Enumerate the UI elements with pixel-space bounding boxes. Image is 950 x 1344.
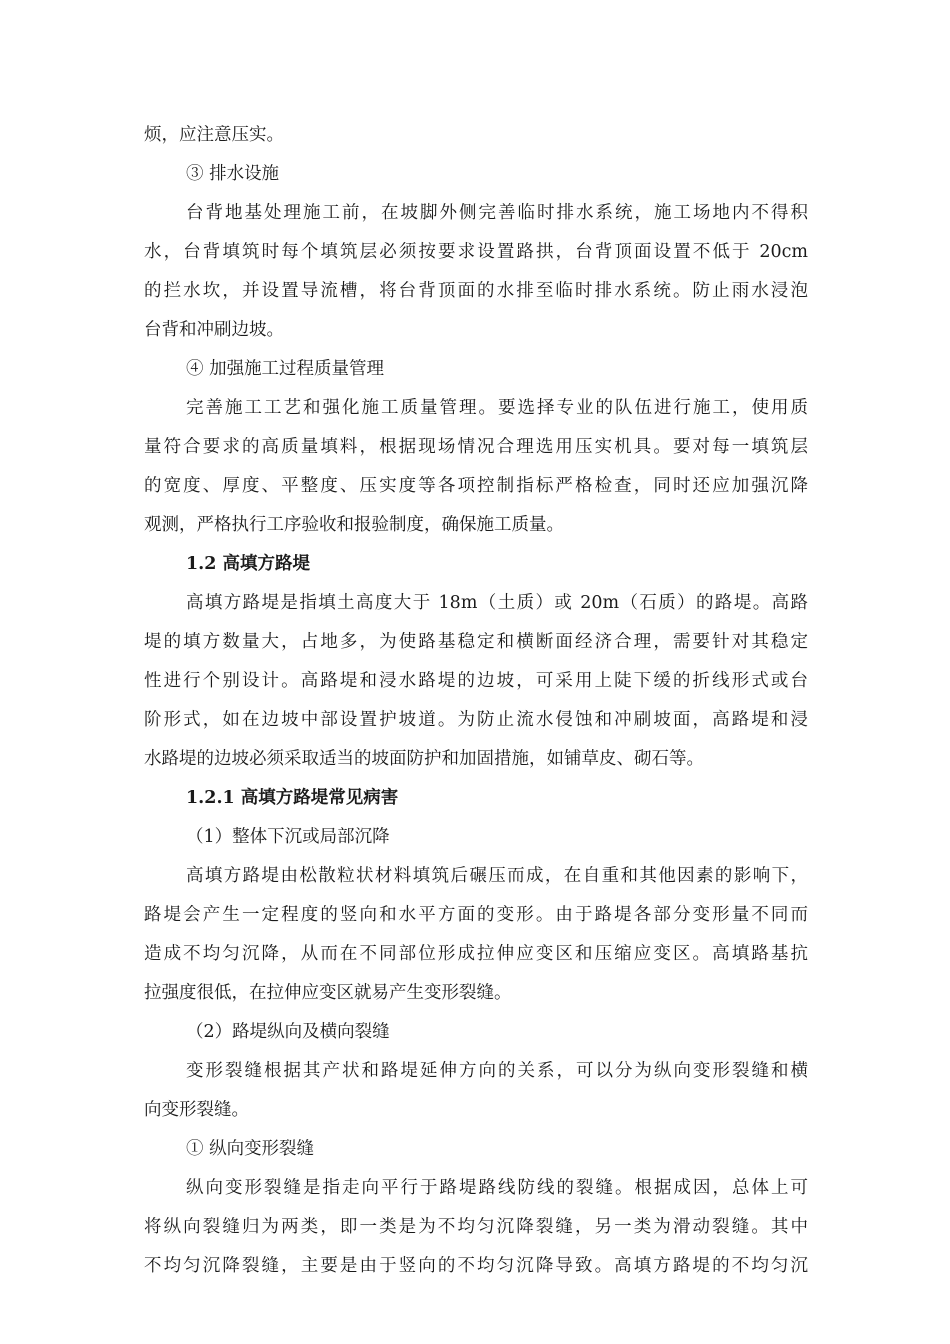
text-line: 阶形式，如在边坡中部设置护坡道。为防止流水侵蚀和冲刷坡面，高路堤和浸 (144, 710, 808, 730)
sub-item-title: ④ 加强施工过程质量管理 (186, 359, 385, 379)
text-line: 路堤会产生一定程度的竖向和水平方面的变形。由于路堤各部分变形量不同而 (144, 905, 808, 925)
paragraph (144, 857, 808, 1013)
subsection-heading-text: 1.2.1 高填方路堤常见病害 (186, 788, 399, 808)
sub-item (144, 1013, 808, 1052)
text-line: 观测，严格执行工序验收和报验制度，确保施工质量。 (144, 515, 564, 535)
text-line: 烦，应注意压实。 (144, 125, 284, 145)
text-line: 高填方路堤是指填土高度大于 18m（土质）或 20m（石质）的路堤。高路 (186, 593, 808, 613)
paragraph (144, 389, 808, 545)
sub-item-title: ③ 排水设施 (186, 164, 280, 184)
text-line: 拉强度很低，在拉伸应变区就易产生变形裂缝。 (144, 983, 512, 1003)
section-heading (144, 545, 808, 584)
text-line: 不均匀沉降裂缝，主要是由于竖向的不均匀沉降导致。高填方路堤的不均匀沉 (144, 1256, 808, 1276)
text-line: 完善施工工艺和强化施工质量管理。要选择专业的队伍进行施工，使用质 (186, 398, 808, 418)
text-line: 量符合要求的高质量填料，根据现场情况合理选用压实机具。要对每一填筑层 (144, 437, 808, 457)
paragraph (144, 116, 808, 155)
text-line: 变形裂缝根据其产状和路堤延伸方向的关系，可以分为纵向变形裂缝和横 (186, 1061, 808, 1081)
sub-item-title: （2）路堤纵向及横向裂缝 (186, 1022, 390, 1042)
text-line: 台背和冲刷边坡。 (144, 320, 284, 340)
sub-item (144, 818, 808, 857)
text-line: 将纵向裂缝归为两类，即一类是为不均匀沉降裂缝，另一类为滑动裂缝。其中 (144, 1217, 808, 1237)
paragraph (144, 194, 808, 350)
text-line: 的宽度、厚度、平整度、压实度等各项控制指标严格检查，同时还应加强沉降 (144, 476, 808, 496)
sub-item-title: ① 纵向变形裂缝 (186, 1139, 315, 1159)
text-line: 堤的填方数量大，占地多，为使路基稳定和横断面经济合理，需要针对其稳定 (144, 632, 808, 652)
sub-item (144, 1130, 808, 1169)
text-line: 水路堤的边坡必须采取适当的坡面防护和加固措施，如铺草皮、砌石等。 (144, 749, 704, 769)
text-line: 台背地基处理施工前，在坡脚外侧完善临时排水系统，施工场地内不得积 (186, 203, 808, 223)
paragraph (144, 584, 808, 779)
paragraph (144, 1052, 808, 1130)
subsection-heading (144, 779, 808, 818)
sub-item (144, 350, 808, 389)
paragraph (144, 1169, 808, 1286)
text-line: 水，台背填筑时每个填筑层必须按要求设置路拱，台背顶面设置不低于 20cm (144, 242, 808, 262)
text-line: 高填方路堤由松散粒状材料填筑后碾压而成，在自重和其他因素的影响下， (186, 866, 808, 886)
text-line: 性进行个别设计。高路堤和浸水路堤的边坡，可采用上陡下缓的折线形式或台 (144, 671, 808, 691)
text-line: 向变形裂缝。 (144, 1100, 249, 1120)
document-page (144, 116, 808, 1286)
sub-item-title: （1）整体下沉或局部沉降 (186, 827, 390, 847)
section-heading-text: 1.2 高填方路堤 (186, 554, 311, 574)
text-line: 造成不均匀沉降，从而在不同部位形成拉伸应变区和压缩应变区。高填路基抗 (144, 944, 808, 964)
text-line: 纵向变形裂缝是指走向平行于路堤路线防线的裂缝。根据成因，总体上可 (186, 1178, 808, 1198)
sub-item (144, 155, 808, 194)
text-line: 的拦水坎，并设置导流槽，将台背顶面的水排至临时排水系统。防止雨水浸泡 (144, 281, 808, 301)
